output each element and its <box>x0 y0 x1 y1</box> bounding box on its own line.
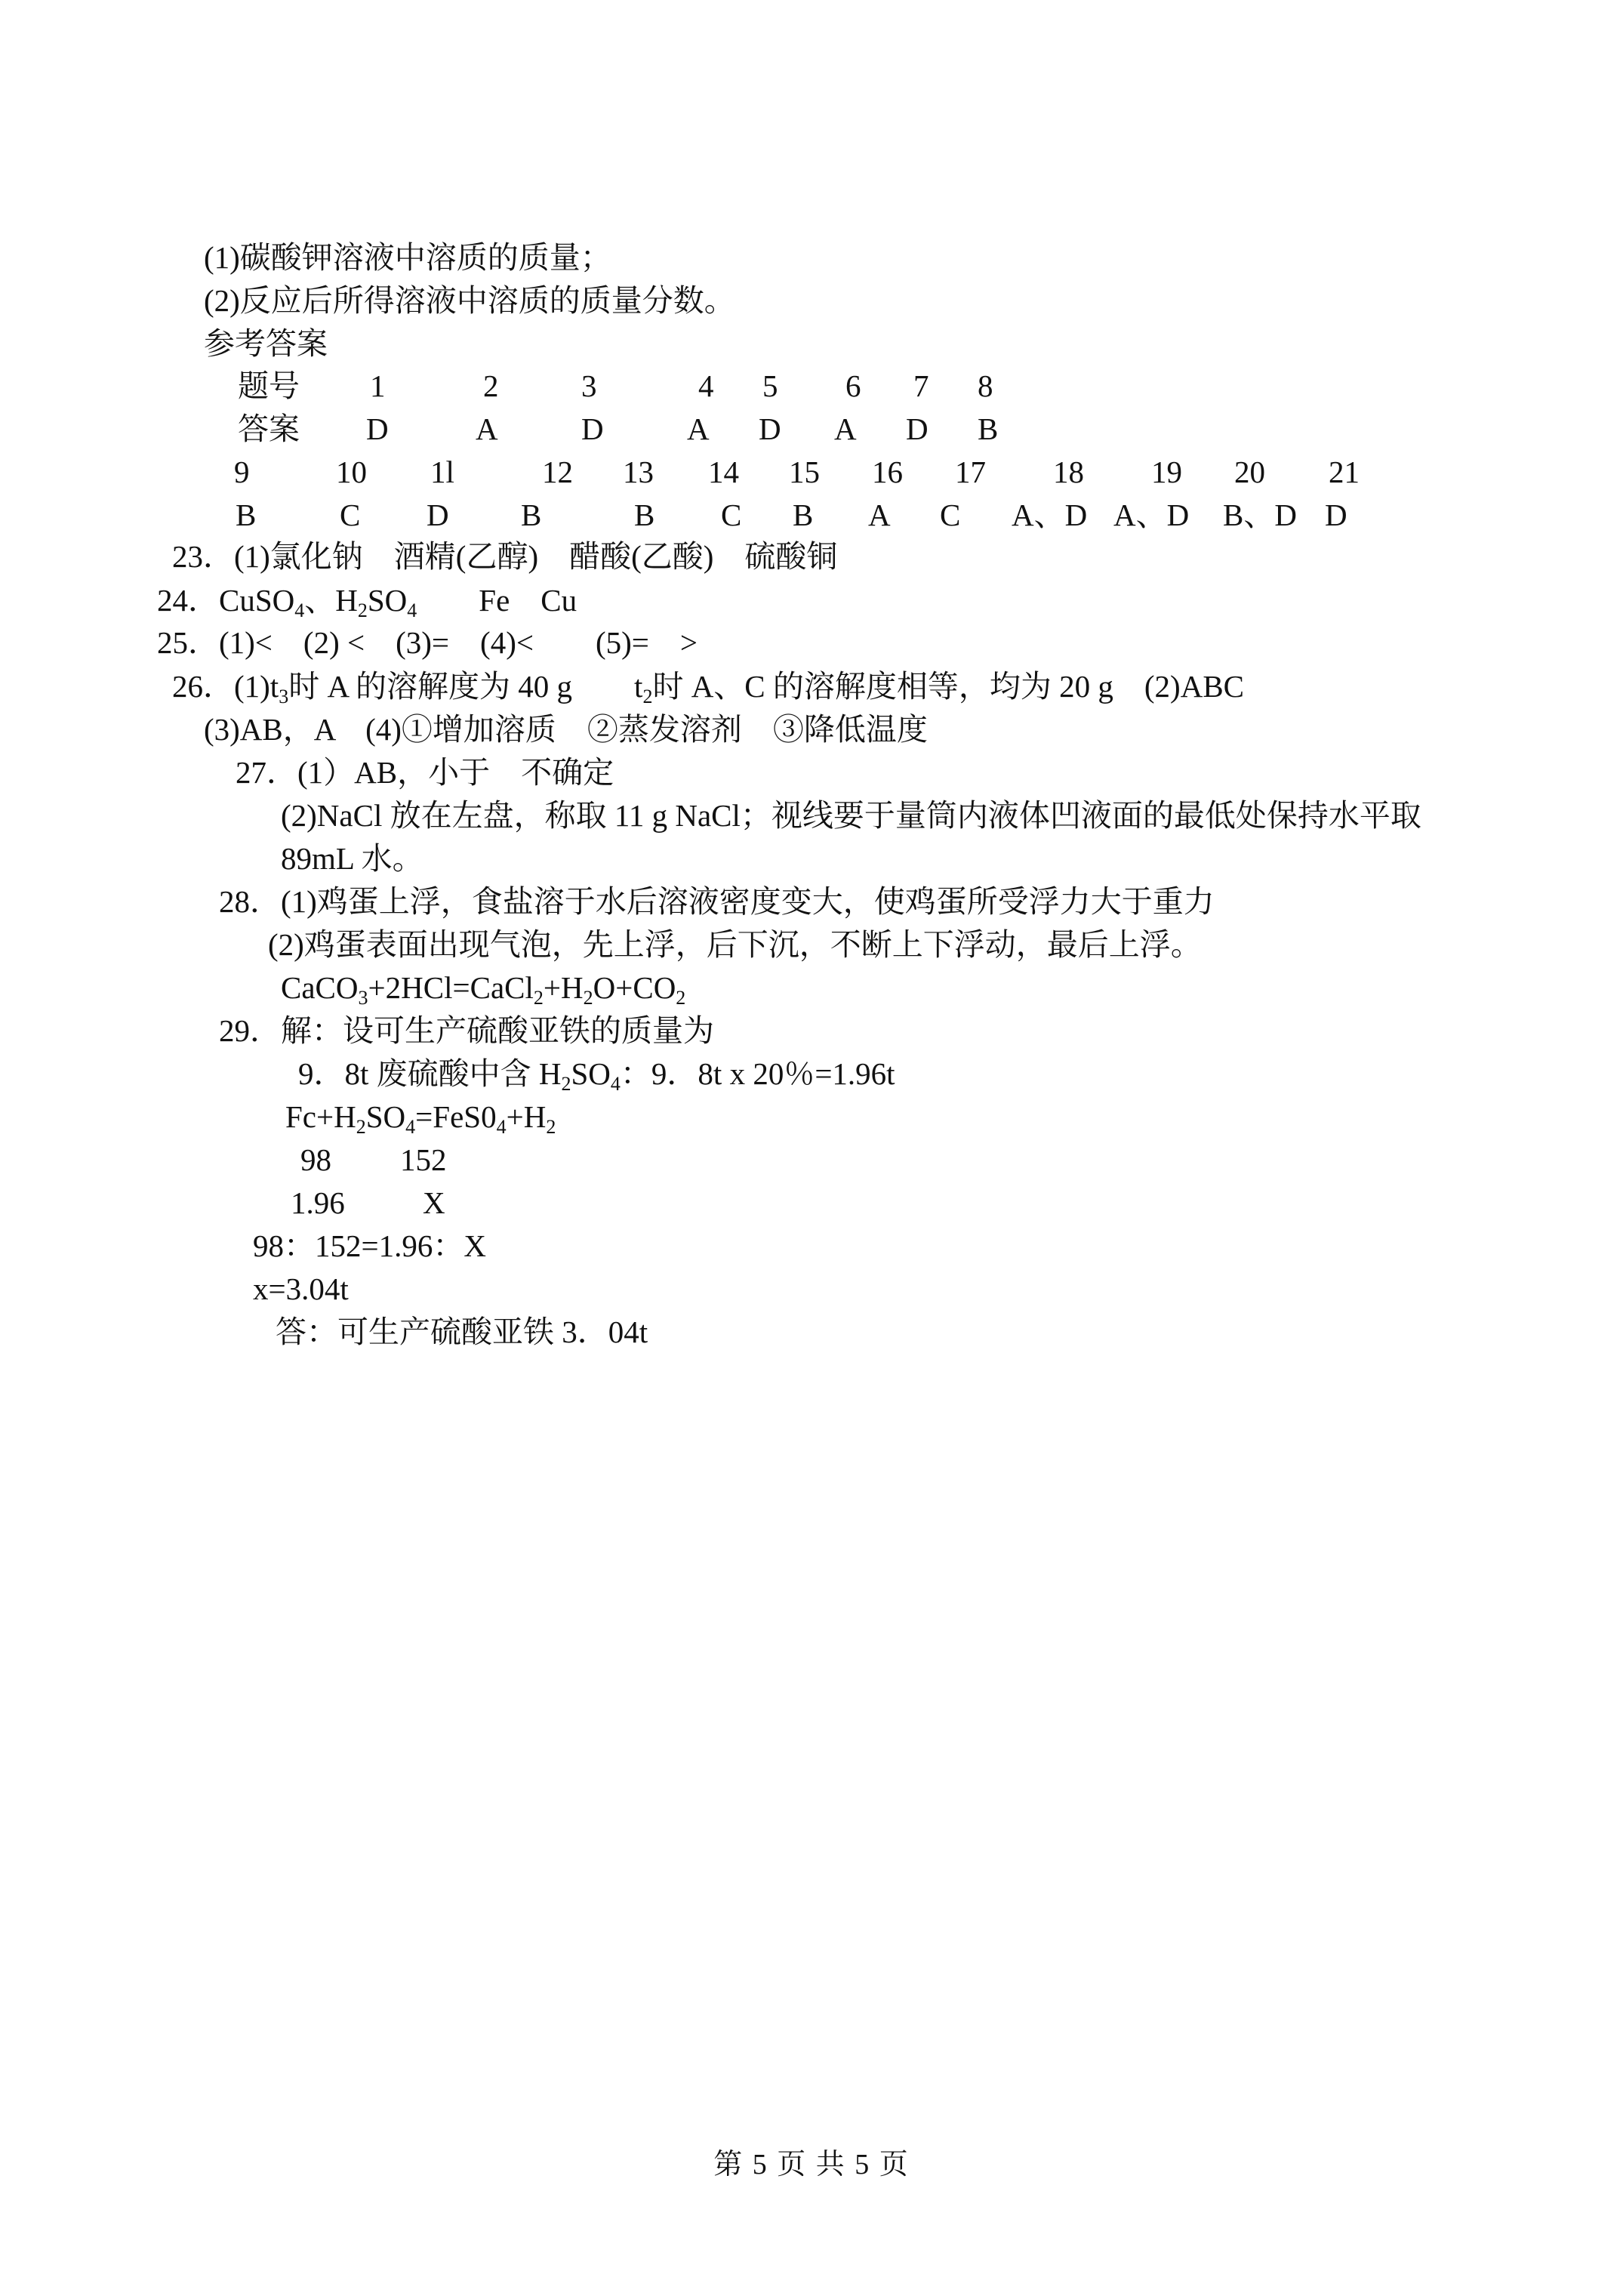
table-row-label: 题号 <box>238 368 300 403</box>
table-cell: C <box>940 498 961 532</box>
answer-24 <box>157 581 577 619</box>
answer-text: ：9．8t x 20％=1.96t <box>620 1056 895 1091</box>
table-cell: D <box>906 411 929 446</box>
subscript: 4 <box>294 599 305 621</box>
answer-29-equation <box>285 1098 556 1136</box>
table-cell: 19 <box>1151 455 1182 489</box>
question-line-1: (1)碳酸钾溶液中溶质的质量； <box>204 240 611 275</box>
subscript: 4 <box>496 1116 507 1138</box>
table-cell: C <box>340 498 361 532</box>
table-cell: 13 <box>623 455 654 489</box>
table-cell: 16 <box>872 455 903 489</box>
answer-text: SO <box>571 1056 611 1091</box>
table-cell: 2 <box>483 368 499 403</box>
formula-part: SO <box>367 583 408 618</box>
answer-text: 解：设可生产硫酸亚铁的质量为 <box>281 1013 714 1048</box>
table-cell: A <box>834 411 857 446</box>
table-cell: D <box>427 498 449 532</box>
formula-part: +H <box>506 1099 547 1134</box>
answer-28 <box>219 883 1215 920</box>
answer-28-line-2: (2)鸡蛋表面出现气泡，先上浮，后下沉，不断上下浮动，最后上浮。 <box>268 927 1202 962</box>
answer-text: (1)氯化钠 酒精(乙醇) 醋酸(乙酸) 硫酸铜 <box>234 539 838 574</box>
answer-text: (1)鸡蛋上浮，食盐溶于水后溶液密度变大，使鸡蛋所受浮力大于重力 <box>281 884 1215 919</box>
subscript: 4 <box>610 1073 621 1095</box>
answer-26-line-2: (3)AB，A (4)①增加溶质 ②蒸发溶剂 ③降低温度 <box>204 712 928 747</box>
subscript: 2 <box>356 1116 366 1138</box>
answer-27-line-2: (2)NaCl 放在左盘，称取 11 g NaCl；视线要于量筒内液体凹液面的最低处保持水平取 <box>281 798 1421 833</box>
formula-part: Fe Cu <box>417 583 577 618</box>
subscript: 2 <box>676 987 686 1009</box>
answer-number: 27． <box>236 755 297 790</box>
table-cell: 21 <box>1329 455 1360 489</box>
answer-27-line-3: 89mL 水。 <box>281 841 423 876</box>
answer-text: 9．8t 废硫酸中含 H <box>298 1056 562 1091</box>
formula-part: +H <box>543 970 584 1005</box>
table-cell: 12 <box>542 455 573 489</box>
table-cell: B <box>236 498 257 532</box>
page-footer: 第 5 页 共 5 页 <box>713 2149 910 2180</box>
unknown-mass: X <box>423 1185 445 1220</box>
table-cell: D <box>581 411 604 446</box>
table-row-label: 答案 <box>238 411 300 446</box>
table-cell: A <box>687 411 710 446</box>
table-cell: D <box>366 411 389 446</box>
answer-number: 26． <box>172 669 234 704</box>
formula-part: O+CO <box>593 970 676 1005</box>
result-line: x=3.04t <box>253 1271 349 1306</box>
answer-23 <box>172 538 837 575</box>
formula-part: SO <box>365 1099 406 1134</box>
table-cell: D <box>759 411 781 446</box>
table-cell: A <box>476 411 498 446</box>
answer-27 <box>236 754 614 791</box>
subscript: 4 <box>405 1116 416 1138</box>
final-answer: 答：可生产硫酸亚铁 3．04t <box>276 1314 648 1349</box>
table-cell: 4 <box>698 368 714 403</box>
subscript: 2 <box>583 987 593 1009</box>
answer-number: 28． <box>219 884 281 919</box>
formula-part: 、H <box>304 583 358 618</box>
table-cell: D <box>1325 498 1347 532</box>
table-cell: 5 <box>762 368 778 403</box>
answer-number: 29． <box>219 1013 281 1048</box>
known-mass: 1.96 <box>291 1185 345 1220</box>
formula-part: Fc+H <box>285 1099 356 1134</box>
answer-text: 时 A 的溶解度为 40 g t <box>288 669 643 704</box>
answer-text: (1)t <box>234 669 279 704</box>
table-cell: 7 <box>913 368 929 403</box>
table-cell: 3 <box>581 368 597 403</box>
table-cell: 18 <box>1053 455 1084 489</box>
molar-mass-a: 98 <box>300 1142 331 1177</box>
answer-text: (1)< (2) < (3)= (4)< (5)= > <box>219 625 698 660</box>
subscript: 2 <box>642 686 653 707</box>
table-cell: B <box>521 498 542 532</box>
table-cell: 1l <box>430 455 454 489</box>
table-cell: A、D <box>1113 498 1190 532</box>
subscript: 2 <box>533 987 544 1009</box>
formula-part: CaCO <box>281 970 359 1005</box>
table-cell: 20 <box>1234 455 1265 489</box>
table-cell: B <box>793 498 814 532</box>
formula-part: +2HCl=CaCl <box>368 970 534 1005</box>
table-cell: A、D <box>1012 498 1088 532</box>
table-cell: 14 <box>708 455 739 489</box>
formula-part: CuSO <box>219 583 295 618</box>
answer-28-equation <box>281 969 686 1009</box>
table-cell: 10 <box>336 455 367 489</box>
answer-number: 24． <box>157 583 219 618</box>
subscript: 2 <box>357 599 368 621</box>
subscript: 3 <box>358 987 368 1009</box>
question-line-2: (2)反应后所得溶液中溶质的质量分数。 <box>204 283 735 318</box>
table-cell: B <box>978 411 999 446</box>
ratio-line: 98：152=1.96：X <box>253 1228 486 1263</box>
answer-text: 时 A、C 的溶解度相等，均为 20 g (2)ABC <box>652 669 1245 704</box>
answer-text: (1）AB，小于 不确定 <box>297 755 614 790</box>
table-cell: C <box>721 498 742 532</box>
table-cell: B、D <box>1223 498 1297 532</box>
table-cell: B <box>634 498 655 532</box>
answer-29-line-2 <box>298 1055 895 1093</box>
answer-29 <box>219 1012 714 1049</box>
answer-number: 25． <box>157 625 219 660</box>
table-cell: 17 <box>955 455 986 489</box>
table-cell: 6 <box>845 368 861 403</box>
answer-number: 23． <box>172 539 234 574</box>
table-cell: 9 <box>234 455 250 489</box>
formula-part: =FeS0 <box>415 1099 497 1134</box>
answers-heading: 参考答案 <box>204 326 328 361</box>
subscript: 3 <box>279 686 289 707</box>
answer-25 <box>157 624 698 661</box>
table-cell: 8 <box>978 368 993 403</box>
table-cell: A <box>868 498 891 532</box>
subscript: 4 <box>407 599 417 621</box>
subscript: 2 <box>546 1116 556 1138</box>
table-cell: 1 <box>370 368 386 403</box>
subscript: 2 <box>561 1073 571 1095</box>
molar-mass-b: 152 <box>400 1142 447 1177</box>
table-cell: 15 <box>789 455 820 489</box>
answer-26 <box>172 667 1244 705</box>
